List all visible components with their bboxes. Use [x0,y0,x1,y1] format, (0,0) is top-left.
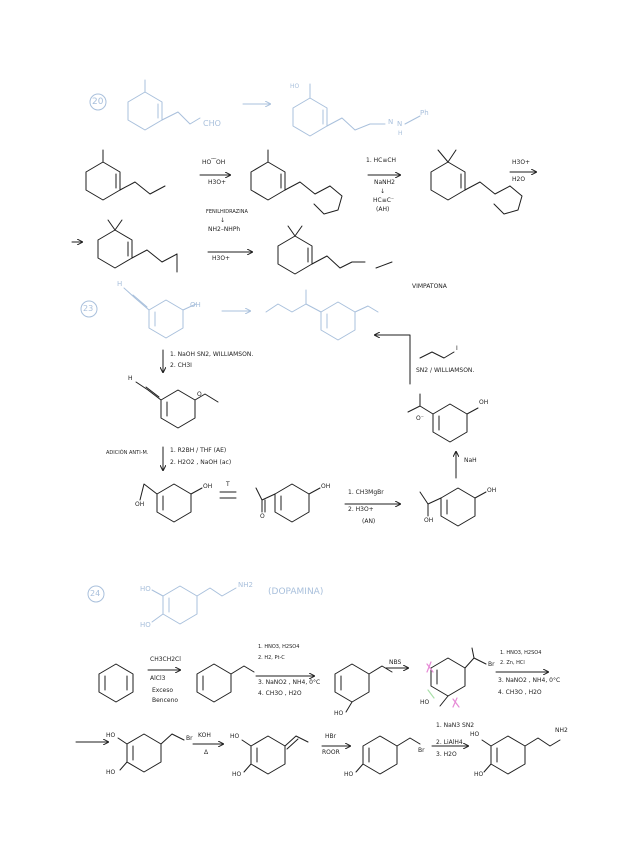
p24-styrene [242,736,308,774]
p24-s2a: 1. HNO3, H2SO4 [258,644,300,650]
p24-s4c: 3. NaNO2 , NH4, 0°C [498,677,561,684]
p24-s6b: ROOR [322,749,340,756]
p24-anti-m-bromide [356,736,420,774]
p24-s2b: 2. H2, Pt-C [258,655,285,661]
p24-target-name: (DOPAMINA) [268,587,324,597]
p24-s5b: Δ [204,749,209,756]
p24-s4b: 2. Zn, HCl [500,660,525,666]
p23-tautomer-t: T [226,481,230,488]
p24-number: 24 [90,589,101,598]
p24-benzene [99,664,133,702]
p20-target-cho: CHO [203,119,221,128]
p24-s1b: AlCl3 [150,675,166,682]
p23-step1: 1. NaOH SN2, WILLIAMSON. [170,351,254,358]
p24-sty-ho2: HO [232,771,242,778]
p24-s6a: HBr [325,733,337,740]
p23-step3c: (AN) [362,518,376,525]
p24-phenol1-ho: HO [334,710,344,717]
p20-target-ketone [128,80,200,130]
p23-alkoxide-oh: OH [479,399,489,406]
p24-dop-nh2: NH2 [555,727,568,734]
p23-step3b: 2. H3O+ [348,506,374,513]
p23-number: 23 [83,304,94,313]
p23-alcohol-oh2: OH [424,517,434,524]
p20-r2-reagent1: FENILHIDRAZINA [206,209,248,215]
p20-r2-reagent3: H3O+ [212,255,231,262]
p20-target-ph: Ph [420,109,429,117]
p24-ortho-marks [427,662,459,707]
p23-ketone [256,484,320,522]
p24-s1a: CH3CH2Cl [150,656,181,663]
p23-ketone-oh: OH [321,483,331,490]
p20-r1b-mid2: ↓ [380,188,386,195]
p23-iodoethane [420,352,454,358]
p24-s5a: KOH [198,732,211,739]
p20-product-note: VIMPATONA [412,283,447,290]
p24-s3: NBS [389,659,402,666]
p24-dop-ho1: HO [470,731,480,738]
p24-s2d: 4. CH3O , H2O [258,690,302,697]
p20-acetal-1 [251,150,342,214]
p24-s4a: 1. HNO3, H2SO4 [500,650,542,656]
p24-target-ho2: HO [140,621,151,629]
p23-addition-label: ADICIÓN ANTI-M. [106,450,149,456]
p23-step5: SN2 / WILLIAMSON. [416,367,475,374]
p24-target-ho1: HO [140,585,151,593]
p23-alkoxide-ominus: O⁻ [416,415,424,422]
p23-enol-oh2: OH [135,501,145,508]
p24-s7c: 3. H2O [436,751,457,758]
p23-step4: NaH [464,457,477,464]
p23-step2a: 1. R2BH / THF (AE) [170,447,227,454]
p23-start-oh: OH [190,301,201,309]
p24-amb-ho: HO [344,771,354,778]
p23-alcohol-oh: OH [487,487,497,494]
p24-phenol-1 [335,664,392,712]
p23-enol-oh: OH [203,483,213,490]
p20-r1b-mid3: HC≡C⁻ [373,197,395,204]
p24-catechol-bromide [118,734,184,772]
p23-target-ether [266,290,378,340]
p20-product-hydrazone [278,226,392,274]
p23-ether-o: O [197,391,202,398]
p24-s4d: 4. CH3O , H2O [498,689,542,696]
p24-target-nh2: NH2 [238,581,253,589]
p23-step5-reagent: I [456,345,458,352]
p23-step1b: 2. CH3I [170,362,192,369]
p23-tautomer-arrow [220,492,236,498]
p20-number: 20 [92,97,104,107]
p20-aldehyde-intermediate [98,220,177,272]
p20-target-h: H [398,130,403,137]
p20-start-material [86,150,165,200]
p23-target-start [124,288,196,338]
p24-s1c: Exceso [152,687,174,694]
p20-r2-reagent1b: ↓ [220,217,226,224]
p24-bromide-br: Br [488,661,495,668]
p24-dopamine-product [482,736,560,774]
p24-ethylbenzene [197,664,254,702]
p20-target-n2: N [397,120,403,128]
p20-target-n1: N [388,118,394,126]
p24-sty-ho1: HO [230,733,240,740]
p23-step3a: 1. CH3MgBr [348,489,384,496]
p23-enol [140,484,202,522]
p24-cat-ho2: HO [106,769,116,776]
p20-r1b-bottom: (AH) [376,206,390,213]
p23-ketone-o: O [260,513,265,520]
p20-r1c-top: H3O+ [512,159,531,166]
p24-s7b: 2. LiAlH4 [436,739,463,746]
p20-r1b-top: 1. HC≡CH [366,157,397,164]
p20-r1c-bottom: H2O [512,176,526,183]
p23-alkyne-h: H [128,375,133,382]
p24-bromide [431,648,486,706]
p20-target-hydrazone [293,84,420,136]
p24-dopamine-target [152,586,236,624]
p24-amb-br: Br [418,747,425,754]
p24-s1d: Benceno [152,697,179,704]
p23-start-h: H [117,280,123,288]
p20-r1-reagent-bottom: H3O+ [208,179,227,186]
p23-methyl-ether-alkyne [136,382,218,428]
p20-r1-reagent-top: HO⁀OH [202,159,226,166]
p20-alkynol [431,150,522,214]
p24-cat-ho1: HO [106,732,116,739]
p23-step5-arrow [375,335,410,384]
p24-dop-ho2: HO [474,771,484,778]
p20-target-ho: HO [290,83,300,90]
p24-s2c: 3. NaNO2 , NH4, 0°C [258,679,321,686]
p23-step2b: 2. H2O2 , NaOH (ac) [170,459,232,466]
p24-cat-br: Br [186,735,193,742]
p24-bromide-ho: HO [420,699,430,706]
p24-s7a: 1. NaN3 SN2 [436,722,475,729]
p20-r1b-mid: NaNH2 [374,179,395,186]
p20-r2-reagent2: NH2–NHPh [208,226,241,233]
